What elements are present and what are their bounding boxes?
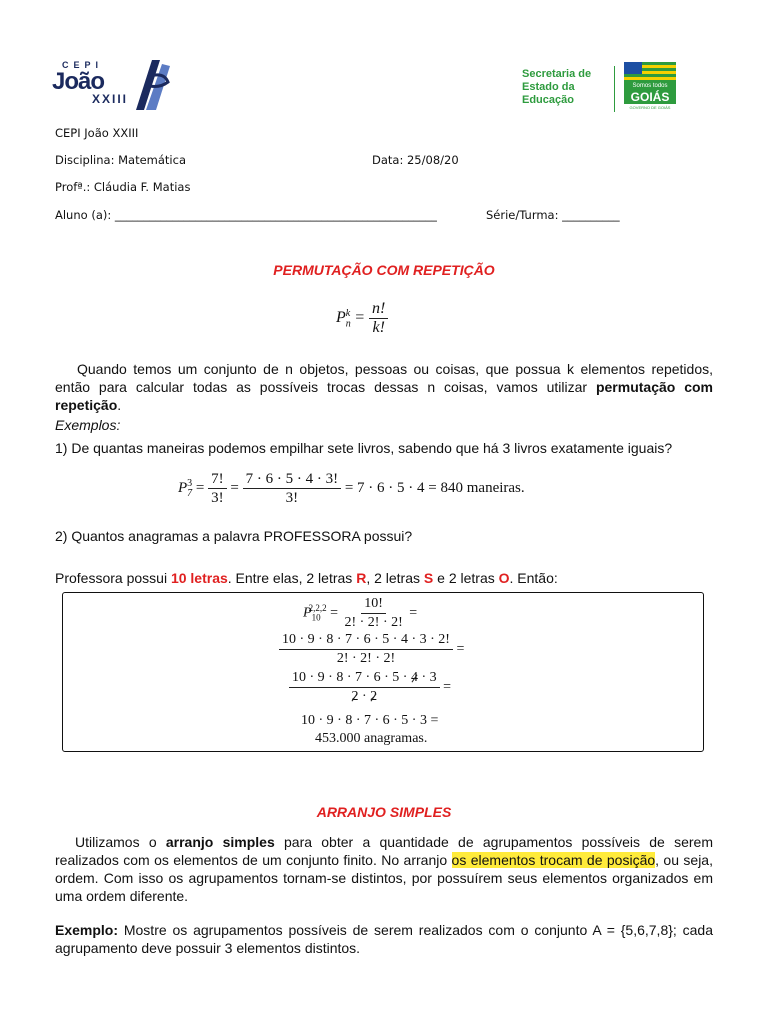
intro-paragraph: Quando temos um conjunto de n objetos, pessoas ou coisas, que possua k elementos repetidos, então para calcular todas as possíveis trocas dessas n coisas, vamos utilizar permutação com repetição. — [55, 361, 713, 413]
arrangement-paragraph: Utilizamos o arranjo simples para obter a quantidade de agrupamentos possíveis de serem realizados com os elementos de um conjunto finito. No arranjo os elementos trocam de posição, ou seja, ordem. Com isso os agrupamentos tornam-se distintos, por possuírem seus elementos organizados em uma ordem diferente. — [55, 834, 713, 904]
question-2: 2) Quantos anagramas a palavra PROFESSORA possui? — [55, 528, 413, 544]
box-line-2: $\frac{10 \cdot 9 \cdot 8 \cdot 7 \cdot 6 \cdot 5 \cdot 4 \cdot 3 \cdot 2!}{2! \cdot 2! \cdot 2!}$ = — [279, 631, 464, 668]
question-2-explanation: Professora possui 10 letras. Entre elas, 2 letras R, 2 letras S e 2 letras O. Então: — [55, 570, 558, 586]
logo-joao-text: João — [52, 68, 105, 95]
box-line-5: 453.000 anagramas. — [315, 731, 428, 746]
secretaria-line1: Secretaria de — [522, 68, 592, 80]
question-1: 1) De quantas maneiras podemos empilhar sete livros, sabendo que há 3 livros exatamente iguais? — [55, 440, 673, 456]
student-field: Aluno (a): ________________________________________________________ — [55, 208, 437, 222]
goias-logo — [624, 62, 676, 110]
logo-divider — [614, 66, 615, 112]
school-name: CEPI João XXIII — [55, 126, 139, 140]
formula-q1: $P_7^3$ = $\frac{7!}{3!}$ = $\frac{7 \cdot 6 \cdot 5 \cdot 4 \cdot 3!}{3!}$ = 7 · 6 · 5 · 4 = 840 maneiras. — [178, 471, 525, 506]
logo-xxiii-text: XXIII — [92, 92, 129, 106]
secretaria-logo — [522, 66, 682, 116]
discipline: Disciplina: Matemática — [55, 153, 186, 167]
goias-big-text: GOIÁS — [624, 90, 676, 104]
q1-result: = 7 · 6 · 5 · 4 = 840 maneiras. — [344, 479, 525, 496]
secretaria-line3: Educação — [522, 94, 574, 106]
date: Data: 25/08/20 — [372, 153, 459, 167]
box-line-3: $\frac{10 \cdot 9 \cdot 8 \cdot 7 \cdot 6 \cdot 5 \cdot 4 \cdot 3}{2 \cdot 2}$ = — [289, 669, 451, 706]
goias-tiny-text: GOVERNO DE GOIÁS — [629, 105, 671, 110]
box-line-4: 10 · 9 · 8 · 7 · 6 · 5 · 3 = — [301, 713, 439, 728]
goias-small-text: Somos todos — [624, 82, 676, 90]
teacher: Profª.: Cláudia F. Matias — [55, 180, 191, 194]
goias-flag-icon — [624, 62, 676, 82]
cepi-logo — [52, 56, 172, 112]
section-title-permutation: PERMUTAÇÃO COM REPETIÇÃO — [273, 262, 495, 278]
arrangement-example: Exemplo: Mostre os agrupamentos possíveis de serem realizados com o conjunto A = {5,6,7,8}; cada agrupamento deve possuir 3 elementos distintos. — [55, 922, 713, 956]
class-field: Série/Turma: __________ — [486, 208, 620, 222]
box-line-1: $P_{10}^{2,2,2}$ = $\frac{10!}{2! \cdot 2! \cdot 2!}$ = — [303, 596, 418, 630]
solution-box — [62, 592, 704, 752]
secretaria-line2: Estado da — [522, 81, 575, 93]
formula-permutation: $P_n^k$ = $\frac{n!}{k!}$ — [336, 300, 388, 337]
section-title-arrangement: ARRANJO SIMPLES — [316, 804, 452, 820]
logo-cepi-text: CEPI — [62, 60, 104, 70]
logo-emblem-icon — [130, 56, 172, 112]
examples-label: Exemplos: — [55, 417, 121, 433]
